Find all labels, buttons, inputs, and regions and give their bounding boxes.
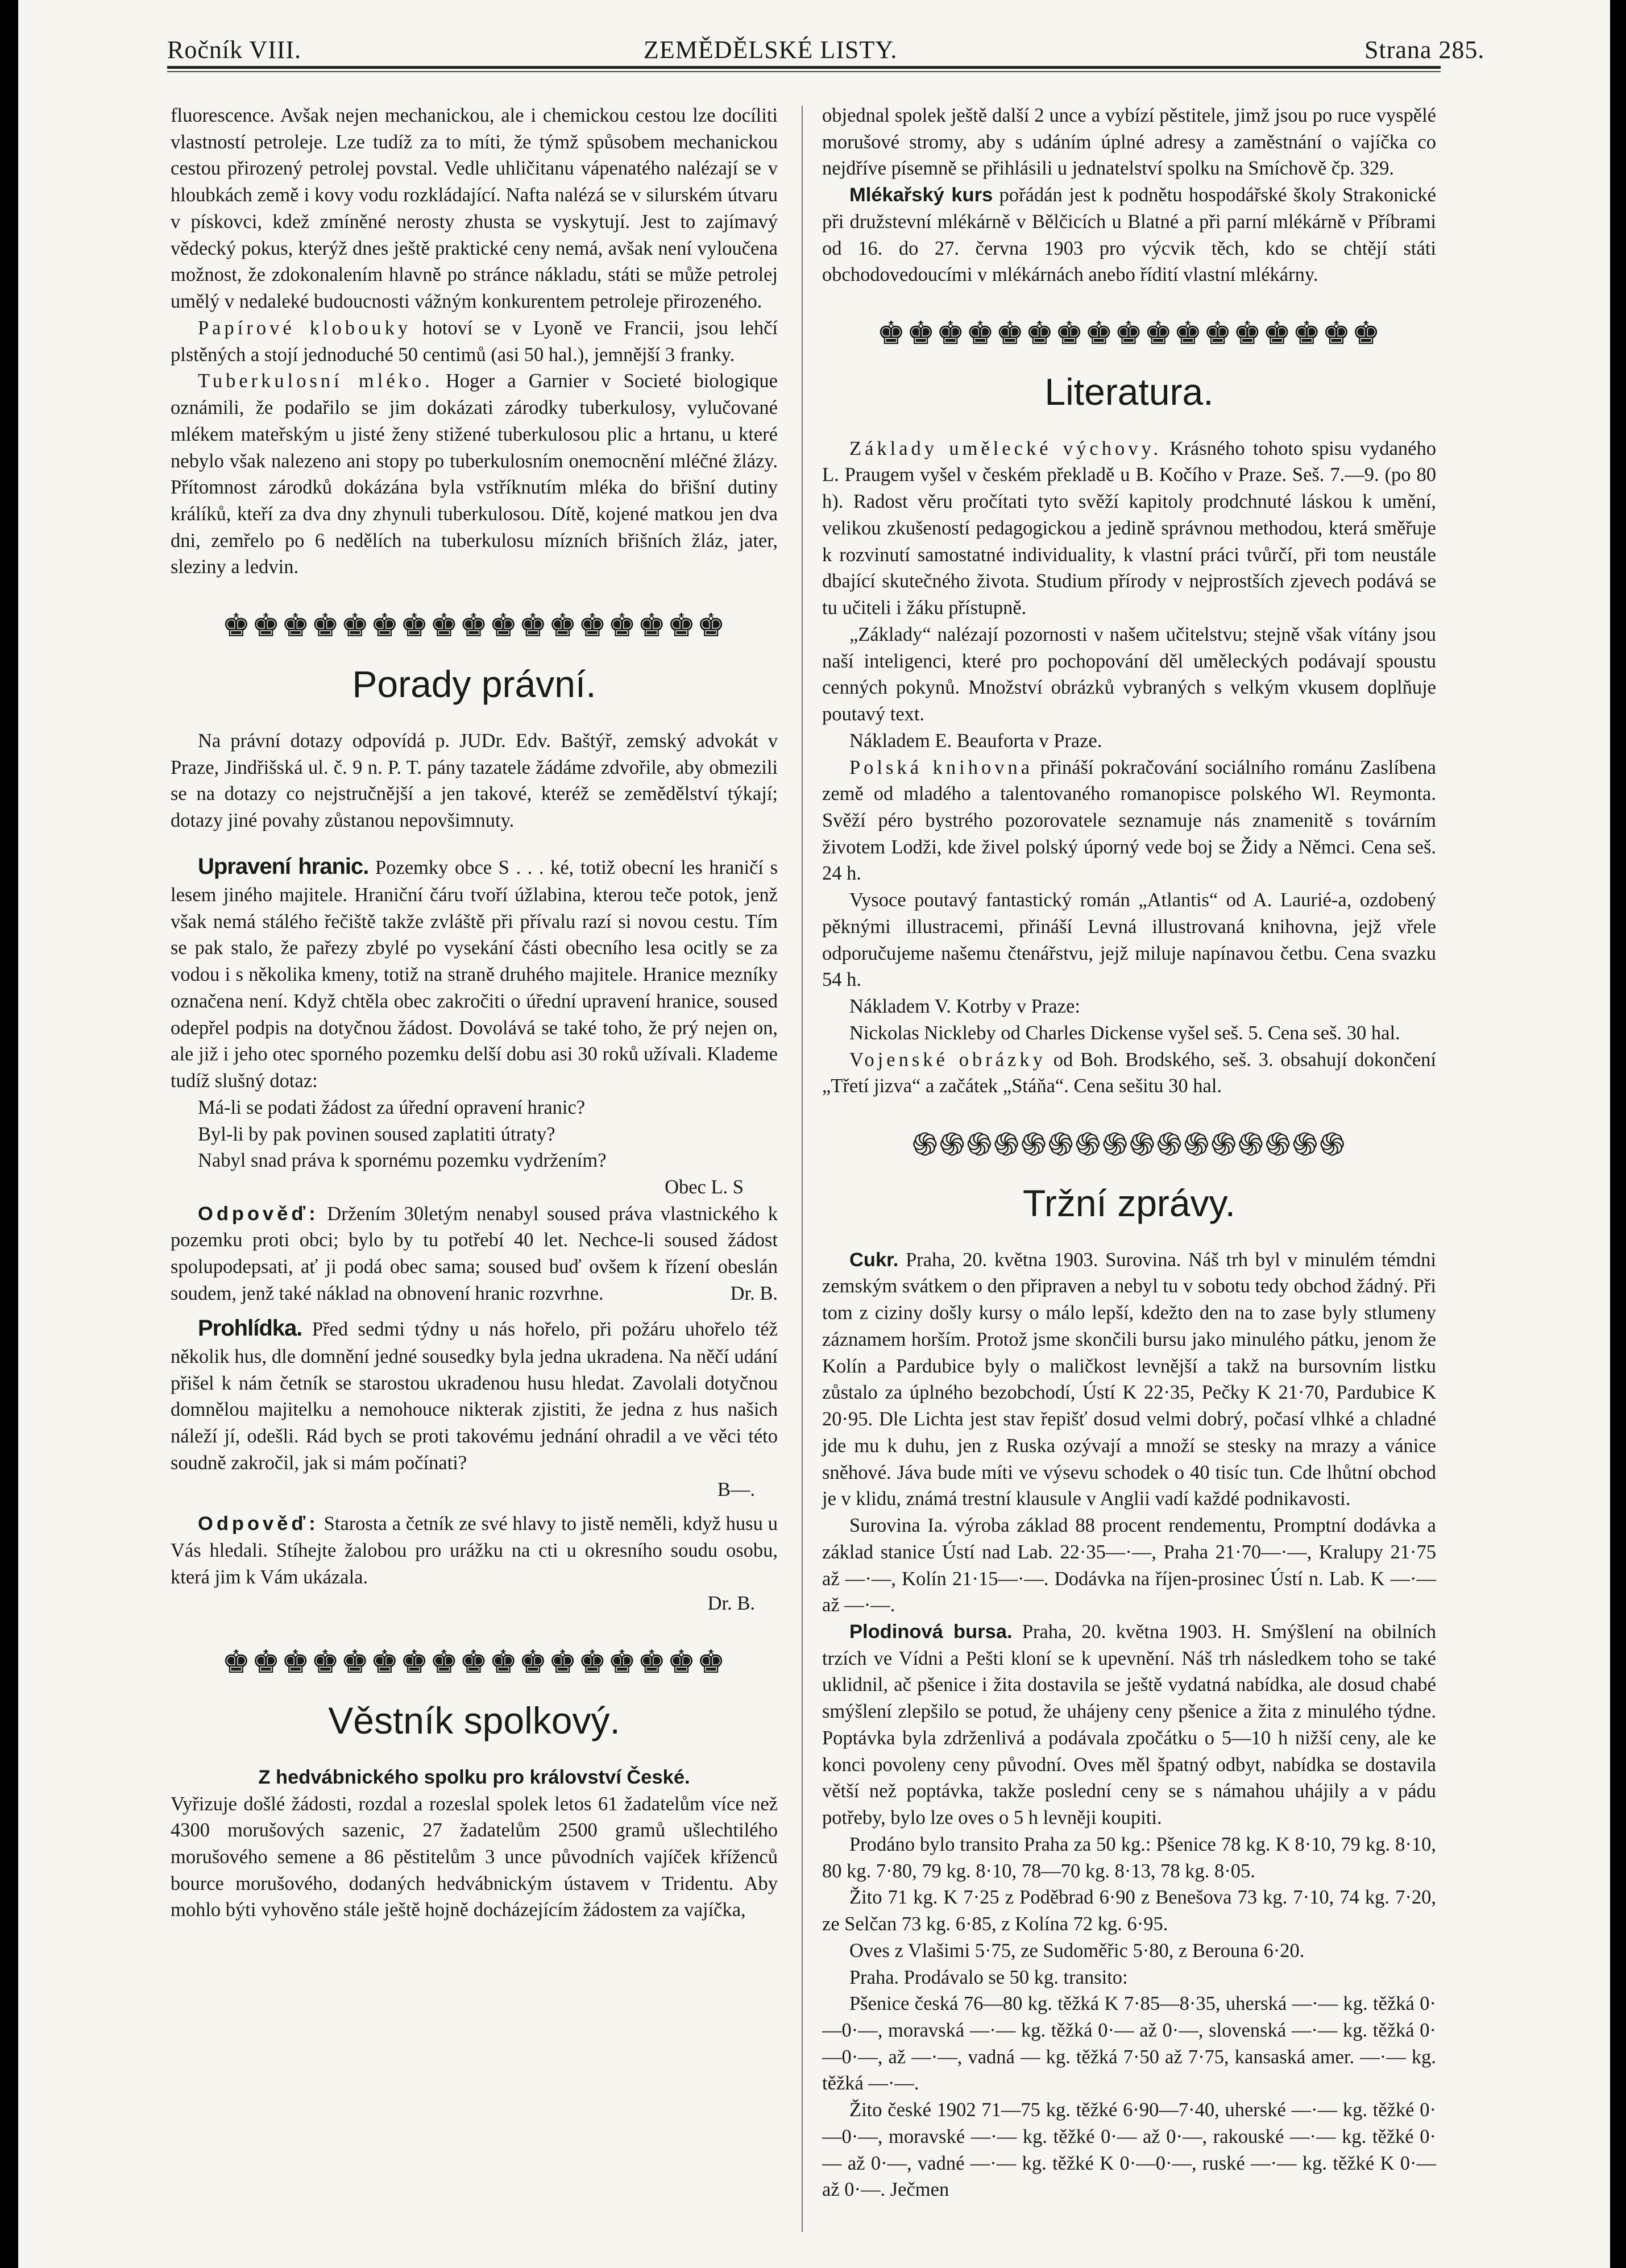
sugar-prices: Surovina Ia. výroba základ 88 procent rendementu, Promptní dodávka a základ stanice Ústí nad Lab. 22·35—·—, Praha 21·70—·—, Kralupy 21·75 až —·—, Kolín 21·15—·—. Dodávka na říjen-prosinec Ústí n. Lab. K —·— až —·—. — [822, 1515, 1436, 1616]
oats-prices: Oves z Vlašimi 5·75, ze Sudoměřic 5·80, z Berouna 6·20. — [849, 1939, 1305, 1962]
answer-2-text: Starosta a četník ze své hlavy to jistě neměli, když husu u Vás hledali. Stíhejte žalobou pro urážku na cti u okresního soudu osobu, která jim k Vám ukázala. — [171, 1513, 778, 1588]
sugar-report-title: Cukr. — [849, 1249, 899, 1271]
paper-hats-article — [171, 315, 778, 368]
market-news-heading: Tržní zprávy. — [1022, 1182, 1236, 1225]
literature-item-1 — [822, 436, 1436, 621]
literature-item-6-title: Vojenské obrázky — [849, 1048, 1046, 1071]
header-rule — [167, 66, 1441, 69]
answer-1 — [171, 1201, 778, 1307]
legal-advice-heading: Porady právní. — [352, 663, 596, 706]
legal-advice-intro: Na právní dotazy odpovídá p. JUDr. Edv. Baštýř, zemský advokát v Praze, Jindřišská ul. č. 9 n. P. T. pány tazatele žádáme zdvořile, aby obmezili se na dotazy co nejstručnější a jen takové, kteréž se zemědělství týkají; dotazy jiné povahy zůstanou nepovšimnuty. — [171, 729, 778, 832]
inspection-question — [171, 1313, 778, 1477]
produce-exchange-report — [822, 1619, 1436, 1831]
left-column — [171, 102, 778, 1923]
right-column — [822, 102, 1436, 2203]
silk-society-title: Z hedvábnického spolku pro království České. — [258, 1766, 690, 1788]
produce-exchange-title: Plodinová bursa. — [849, 1620, 1013, 1643]
literature-item-3: Vysoce poutavý fantastický román „Atlantis“ od A. Laurié-a, ozdobený pěknými illustracemi, přináší Levná illustrovaná knihovna, jejž vřele odporučujeme našemu čtenářstvu, jejž miluje napínavou četbu. Cena svazku 54 h. — [822, 889, 1436, 991]
crown-ornament-divider-3: ♚♚♚♚♚♚♚♚♚♚♚♚♚♚♚♚♚ — [877, 318, 1382, 350]
czech-rye-prices: Žito české 1902 71—75 kg. těžké 6·90—7·40, uherské —·— kg. těžké 0·—0·—, moravské —·— kg. těžké 0·— až 0·—, rakouské —·— kg. těžké 0·— až 0·—, vadné —·— kg. těžké K 0·—0·—, ruské —·— kg. těžké K 0·— až 0·—. Ječmen — [822, 2099, 1436, 2201]
publication-title: ZEMĚDĚLSKÉ LISTY. — [644, 36, 898, 64]
header-rule-thin — [167, 71, 1441, 72]
column-divider — [802, 106, 803, 2232]
literature-heading: Literatura. — [1044, 371, 1214, 413]
association-news-heading: Věstník spolkový. — [328, 1699, 620, 1742]
question-signature: Obec L. S — [665, 1176, 744, 1199]
silk-society-text: Vyřizuje došlé žádosti, rozdal a rozeslal spolek letos 61 žadatelům více než 4300 morušových sazenic, 27 žadatelům 2500 gramů ušlechtilého morušového semene a 86 pěstitelům 3 unce původních vajíček kříženců bource morušového, dodaných hedvábnickým ústavem v Tridentu. Aby mohlo býti vyhověno stále ještě hojně docházejícím žádostem za vajíčka, — [171, 1793, 778, 1921]
question-3: Nabyl snad práva k spornému pozemku vydržením? — [198, 1150, 607, 1172]
literature-item-2-title: Polská knihovna — [849, 756, 1034, 778]
literature-item-2-text: přináší pokračování sociálního románu Zaslíbena země od mladého a talentovaného romanopisce polského Wl. Reymonta. Svěží péro bystrého pozorovatele seznamuje nás znamenitě s továrním životem Lodži, kde živel polský úporný vede boj se Židy a Němci. Cena seš. 24 h. — [822, 756, 1436, 885]
newspaper-page — [18, 0, 1610, 2268]
inspection-question-text: Před sedmi týdny u nás hořelo, při požáru uhořelo též několik hus, dle domnění jedné sousedky byla jedna ukradena. Na něčí udání přišel k nám četník se starostou ukradenou husu hledat. Zavolali dotyčnou domnělou majitelku a nemohouce nikterak zjistiti, že jedna z hus našich náleží jí, odešli. Rád bych se proti takovému jednání ohradil a ve věci této soudně zakročil, jak si mám počínati? — [171, 1318, 778, 1474]
tuberculous-milk-text: Hoger a Garnier v Societé biologique oznámili, že podařilo se jim dokázati zárodky tuberkulosy, vylučované mlékem mateřským u jisté ženy stižené tuberkulosou plic a hrtanu, u které nebylo však nalezeno ani stopy po tuberkulosním onemocnění mléčné žlázy. Přítomnost zárodků dokázána byla vstříknutím mléka do břišní dutiny králíků, kteří za dva dny zhynuli tuberkulosou. Dítě, kojené matkou jen dva dni, zemřelo po 6 nedělích na tuberkulosu mízních břišních žláz, jater, sleziny a ledvin. — [171, 370, 778, 578]
answer-1-label: Odpověď: — [198, 1203, 319, 1225]
prague-transit: Praha. Prodávalo se 50 kg. transito: — [849, 1966, 1128, 1988]
crown-ornament-divider-2: ♚♚♚♚♚♚♚♚♚♚♚♚♚♚♚♚♚ — [222, 1647, 727, 1679]
boundary-question-text: Pozemky obce S . . . ké, totiž obecní les hraničí s lesem jiného majitele. Hraniční čáru tvoří úžlabina, kterou teče potok, jenž však nemá stálého řečiště takže zvláště při přívalu razí si novou cestu. Tím se pak stalo, že pařezy zbylé po vysekání části obecního lesa ocitly se za vodou i s několika kmeny, totiž na straně druhého majitele. Hranice mezníky označena není. Když chtěla obec zakročiti o úřední upravení hranice, soused odepřel podpis na dotyčnou žádost. Dovolává se také toho, že prý nejen on, ale již i jeho otec sporného pozemku delší dobu asi 30 roků užívali. Klademe tudíž slušný dotaz: — [171, 856, 778, 1092]
question-2: Byl-li by pak povinen soused zaplatiti útraty? — [198, 1123, 555, 1145]
boundary-question — [171, 851, 778, 1094]
wheat-prices: Pšenice česká 76—80 kg. těžká K 7·85—8·35, uherská —·— kg. těžká 0·—0·—, moravská —·— kg. těžká 0·— až 0·—, slovenská —·— kg. těžká 0·—0·—, až —·—, vadná — kg. těžká 7·50 až 7·75, kansaská amer. —·— kg. těžká —·—. — [822, 1993, 1436, 2095]
swirl-ornament-divider: ֍֍֍֍֍֍֍֍֍֍֍֍֍֍֍֍ — [911, 1129, 1347, 1162]
literature-item-1c: Nákladem E. Beauforta v Praze. — [849, 729, 1102, 752]
tuberculous-milk-title: Tuberkulosní mléko. — [198, 370, 433, 392]
literature-item-1-text: Krásného tohoto spisu vydaného L. Praugem vyšel v českém překladě u B. Kočího v Praze. Seš. 7.—9. (po 80 h). Radost věru pročítati tyto svěží kapitoly prodchnuté láskou k umění, velikou zkušeností pedagogickou a jedině správnou methodou, která směřuje k rozvinutí samostatné individuality, k vlastní práci tvůrčí, při tom neustále dbající skutečného života. Studium přírody v nejprostších zjevech podává se tu učiteli i žáku přístupně. — [822, 437, 1436, 619]
sold-transit: Prodáno bylo transito Praha za 50 kg.: Pšenice 78 kg. K 8·10, 79 kg. 8·10, 80 kg. 7·80, 79 kg. 8·10, 78—70 kg. 8·13, 78 kg. 8·05. — [822, 1833, 1436, 1882]
sugar-report-text: Praha, 20. května 1903. Surovina. Náš trh byl v minulém témdni zemským svátkem o den připraven a nebyl tu v sobotu tedy obchod žádný. Při tom z ciziny došly kursy o málo lepší, kdežto den na to zase byly stlumeny záznamem horším. Protož jsme skončili bursu jako minulého pátku, jenom že Kolín a Pardubice byly o maličkost levnější a takž na bursovním listku zůstalo za úplného bezobchodí, Ústí K 22·35, Pečky K 21·70, Pardubice K 20·95. Dle Lichta jest stav řepišť dosud velmi dobrý, počasí vlhké a chladné jde mu k duhu, jen z Ruska ozývají a množí se stesky na mrazy a vánice sněhové. Jáva bude míti ve výsevu schodek o 40 tisíc tun. Cde lhůtní obchod je v klidu, známá trestní klausule v Anglii vadí každé podnikavosti. — [822, 1249, 1436, 1510]
literature-item-4: Nákladem V. Kotrby v Praze: — [849, 996, 1080, 1018]
answer-2-label: Odpověď: — [198, 1513, 319, 1535]
page-header — [18, 35, 1610, 69]
literature-item-1b: „Základy“ nalézají pozornosti v našem učitelstvu; stejně však vítány jsou naší inteligenci, které pro pochopování děl uměleckých podávají spoustu cenných pokynů. Množství obrázků vybraných s velkým vkusem doplňuje poutavý text. — [822, 623, 1436, 725]
literature-item-1-title: Základy umělecké výchovy. — [849, 437, 1162, 459]
petroleum-article-continuation: fluorescence. Avšak nejen mechanickou, ale i chemickou cestou lze docíliti vlastností petroleje. Lze tudíž za to míti, že týmž spůsobem mechanickou cestou přirozený petrolej povstal. Vedle uhličitanu vápenatého nalézají se v hloubkách země i kovy vodu rozkládající. Nafta nalézá se v silurském útvaru v pískovci, kdež zmíněné nerosty zhusta se vyskytují. Jest to zajímavý vědecký pokus, kterýž dnes ještě praktické ceny nemá, avšak není vyloučena možnost, že zdokonalením hlavně po stránce nákladu, státi se může petrolej umělý v nedaleké budoucnosti vážným konkurentem petroleje přirozeného. — [171, 105, 778, 313]
dairy-course-article — [822, 182, 1436, 288]
sugar-report — [822, 1247, 1436, 1512]
rye-prices: Žito 71 kg. K 7·25 z Poděbrad 6·90 z Benešova 73 kg. 7·10, 74 kg. 7·20, ze Selčan 73 kg. 6·85, z Kolína 72 kg. 6·95. — [822, 1886, 1436, 1935]
dairy-course-title: Mlékařský kurs — [849, 184, 993, 206]
literature-item-6-text: od Boh. Brodského, seš. 3. obsahují dokončení „Třetí jizva“ a začátek „Stáňa“. Cena sešitu 30 hal. — [822, 1048, 1436, 1097]
inspection-signature: B—. — [717, 1478, 755, 1500]
answer-1-signature: Dr. B. — [730, 1282, 778, 1304]
silk-society-continuation: objednal spolek ještě další 2 unce a vybízí pěstitele, jimž jsou po ruce vyspělé morušové stromy, aby s udáním úplné adresy a zaměstnání o vajíčka co nejdříve písemně se přihlásili u jednatelství spolku na Smíchově čp. 329. — [822, 105, 1436, 180]
literature-item-2 — [822, 754, 1436, 888]
produce-exchange-text: Praha, 20. května 1903. H. Smýšlení na obilních trzích ve Vídni a Pešti kloní se k upevnění. Náš trh následkem toho se také uklidnil, ač pšenice i žita dostavila se ještě vydatná nabídka, ale dosud chabé smýšlení zlepšilo se potud, že uhájeny ceny pšenice a žita z minulého týdne. Poptávka byla zdrženlivá a podávala zpočátku o 5—10 h nižší ceny, ale ke konci povoleny ceny původní. Oves měl špatný odbyt, nabídka se dostavila větší než poptávka, takže poslední ceny se s námahou uhájily a v pádu potřeby, bylo lze oves o 5 h levněji koupiti. — [822, 1620, 1436, 1829]
boundary-question-title: Upravení hranic. — [198, 853, 369, 879]
answer-1-text: Držením 30letým nenabyl soused práva vlastnického k pozemku proti obci; bylo by tu potřebí 40 let. Nechce-li soused žádost spolupodepsati, ať ji podá obec sama; soused buď ovšem k řízení obeslán soudem, jenž také náklad na obnovení hranic rozvrhne. — [171, 1203, 778, 1304]
dairy-course-text: pořádán jest k podnětu hospodářské školy Strakonické při družstevní mlékárně v Bělčicích u Blatné a při parní mlékárně v Příbrami od 16. do 27. června 1903 pro výcvik těch, kdo se chtějí státi obchodovedoucími v mlékárnách anebo řídití vlastní mlékárny. — [822, 184, 1436, 286]
paper-hats-title: Papírové klobouky — [198, 317, 412, 339]
literature-item-6 — [822, 1047, 1436, 1100]
answer-2 — [171, 1511, 778, 1590]
crown-ornament-divider: ♚♚♚♚♚♚♚♚♚♚♚♚♚♚♚♚♚ — [222, 610, 727, 642]
inspection-question-title: Prohlídka. — [198, 1315, 302, 1341]
tuberculous-milk-article — [171, 368, 778, 581]
page-number: Strana 285. — [1364, 36, 1485, 64]
answer-2-signature: Dr. B. — [707, 1593, 755, 1615]
paper-hats-text: hotoví se v Lyoně ve Francii, jsou lehčí plstěných a stojí jednoduché 50 centimů (asi 50 hal.), jemnější 3 franky. — [171, 317, 778, 366]
question-1: Má-li se podati žádost za úřední opravení hranic? — [198, 1096, 586, 1118]
literature-item-5: Nickolas Nickleby od Charles Dickense vyšel seš. 5. Cena seš. 30 hal. — [849, 1022, 1400, 1044]
volume-number: Ročník VIII. — [167, 36, 302, 64]
